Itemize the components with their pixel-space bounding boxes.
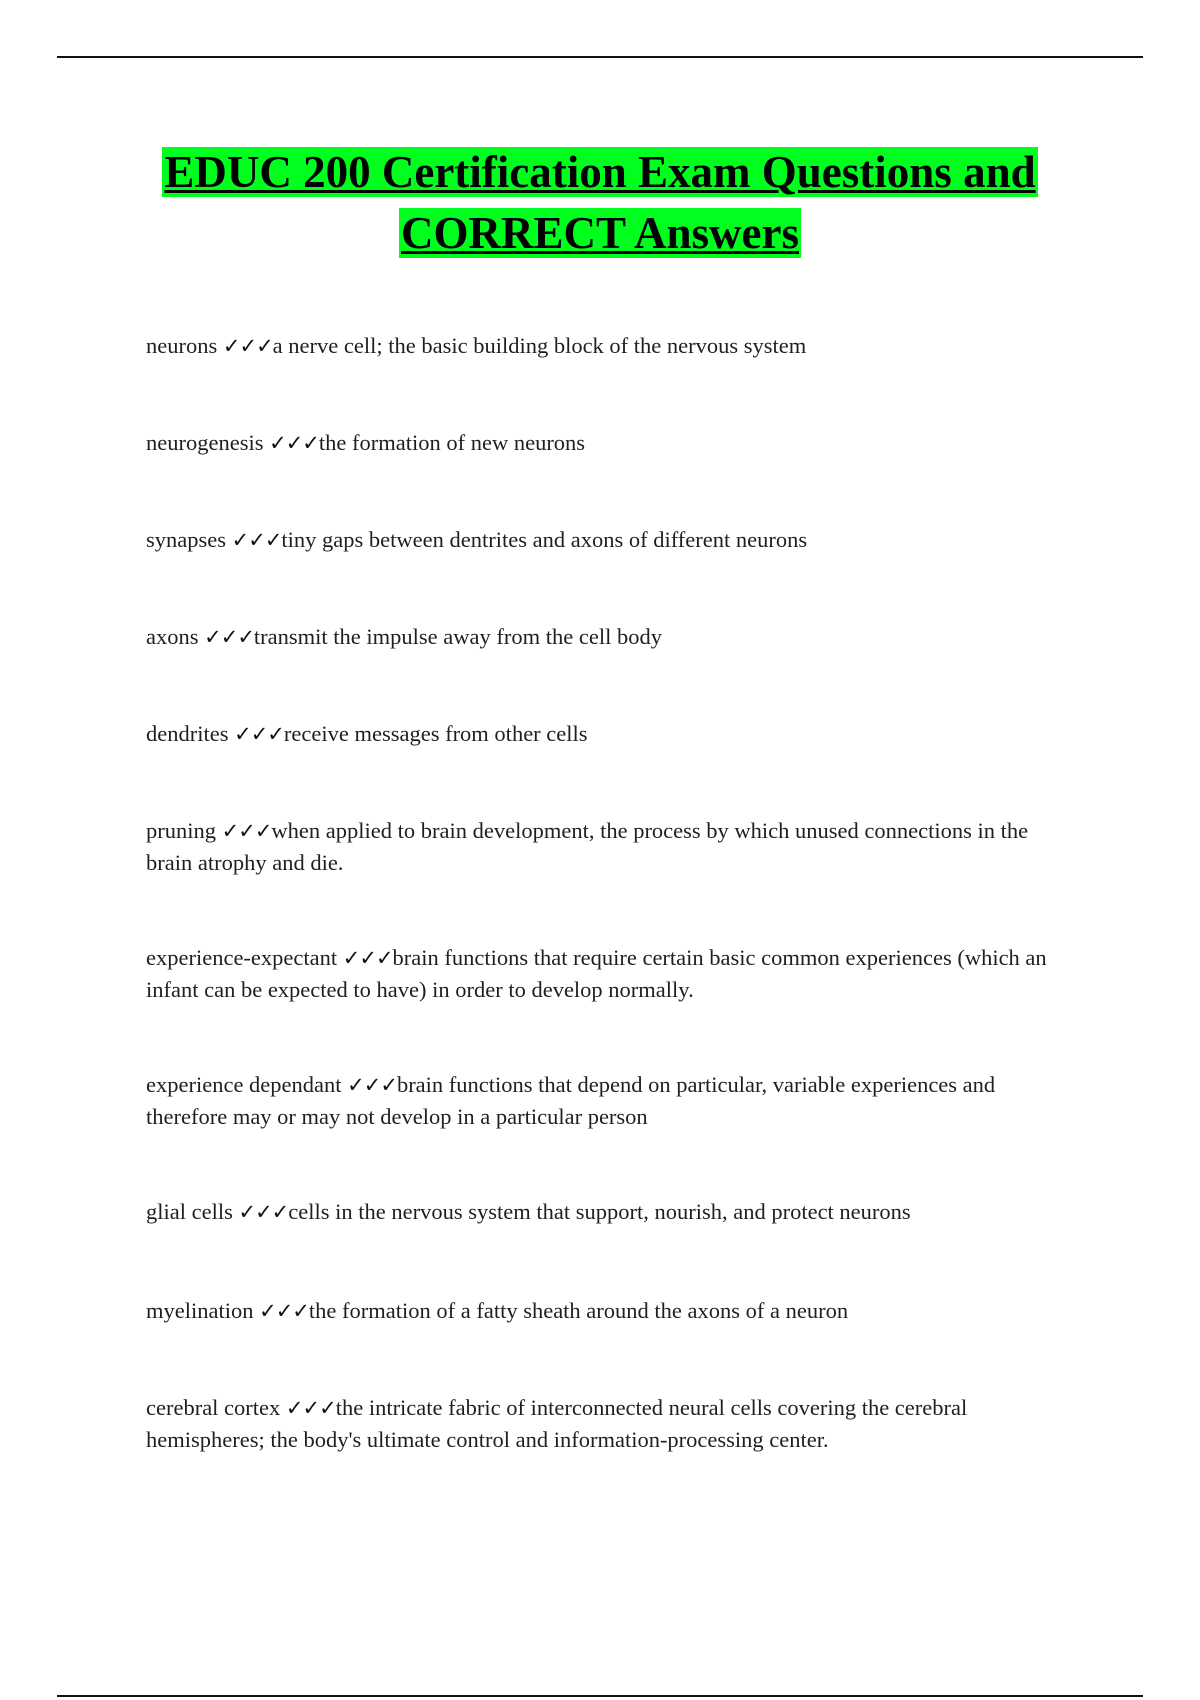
entry-term: synapses	[146, 527, 226, 552]
entry-term: neurons	[146, 333, 218, 358]
bottom-rule	[57, 1695, 1143, 1697]
check-marks-icon: ✓✓✓	[231, 528, 282, 552]
check-marks-icon: ✓✓✓	[221, 819, 272, 843]
entry-definition: a nerve cell; the basic building block of the nervous system	[272, 333, 807, 358]
entry-definition: the formation of new neurons	[318, 430, 586, 455]
entry-term: myelination	[146, 1298, 254, 1323]
entry-term: dendrites	[146, 721, 229, 746]
entry-term: axons	[146, 624, 199, 649]
entry-experience-expectant	[146, 942, 1056, 1006]
entry-term: cerebral cortex	[146, 1395, 281, 1420]
entry-synapses	[146, 524, 1056, 556]
entry-glial-cells	[146, 1196, 1056, 1228]
entry-definition: receive messages from other cells	[283, 721, 588, 746]
entry-neurogenesis	[146, 427, 1056, 459]
entry-definition: cells in the nervous system that support, nourish, and protect neurons	[288, 1199, 911, 1224]
check-marks-icon: ✓✓✓	[342, 946, 393, 970]
check-marks-icon: ✓✓✓	[222, 334, 273, 358]
entry-definition: brain functions that depend on particular, variable experiences and therefore may or may not develop in a particular person	[146, 1072, 996, 1129]
entry-term: glial cells	[146, 1199, 233, 1224]
entry-term: pruning	[146, 818, 216, 843]
entry-neurons	[146, 330, 1056, 362]
check-marks-icon: ✓✓✓	[259, 1299, 309, 1323]
entry-experience-dependant	[146, 1069, 1056, 1133]
check-marks-icon: ✓✓✓	[269, 431, 319, 455]
entry-term: neurogenesis	[146, 430, 264, 455]
page-title	[146, 142, 1054, 264]
check-marks-icon: ✓✓✓	[347, 1073, 397, 1097]
entry-pruning	[146, 815, 1056, 879]
check-marks-icon: ✓✓✓	[234, 722, 284, 746]
entry-term: experience dependant	[146, 1072, 342, 1097]
entry-definition: when applied to brain development, the process by which unused connections in the brain atrophy and die.	[146, 818, 1029, 875]
entry-definition: the formation of a fatty sheath around the axons of a neuron	[308, 1298, 849, 1323]
top-rule	[57, 56, 1143, 58]
entry-definition: the intricate fabric of interconnected neural cells covering the cerebral hemispheres; the body's ultimate control and information-processing center.	[146, 1395, 968, 1452]
entry-axons	[146, 621, 1056, 653]
entry-definition: tiny gaps between dentrites and axons of different neurons	[281, 527, 808, 552]
entry-cerebral-cortex	[146, 1392, 1056, 1456]
entry-myelination	[146, 1295, 1056, 1327]
entry-term: experience-expectant	[146, 945, 338, 970]
entry-definition: transmit the impulse away from the cell body	[253, 624, 662, 649]
check-marks-icon: ✓✓✓	[204, 625, 254, 649]
page-title-text: EDUC 200 Certification Exam Questions and CORRECT Answers	[164, 147, 1036, 258]
entry-dendrites	[146, 718, 1056, 750]
check-marks-icon: ✓✓✓	[285, 1396, 336, 1420]
entry-definition: brain functions that require certain basic common experiences (which an infant can be expected to have) in order to develop normally.	[146, 945, 1047, 1002]
check-marks-icon: ✓✓✓	[238, 1200, 289, 1224]
